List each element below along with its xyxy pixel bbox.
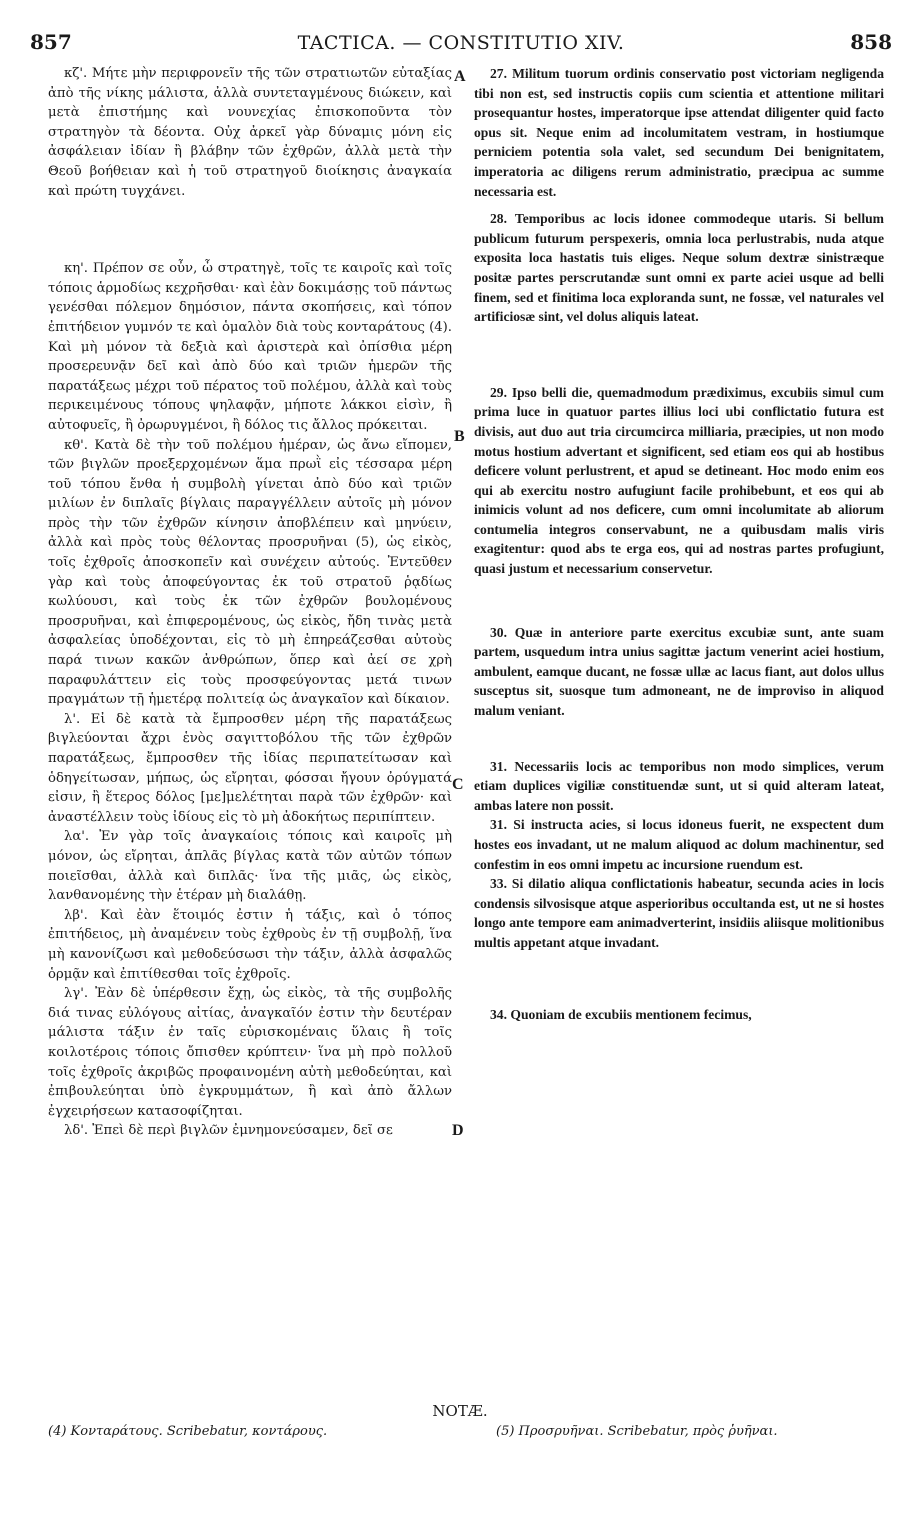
margin-marker-a: A [454,68,466,85]
footnote-5: (5) Προσρυῆναι. Scribebatur, πρὸς ῥυῆναι. [496,1424,778,1439]
running-title: TACTICA. — CONSTITUTIO XIV. [297,32,625,54]
greek-paragraph-27: κζ'. Μήτε μὴν περιφρονεῖν τῆς τῶν στρατιωτῶν εὐταξίας ἀπὸ τῆς νίκης μάλιστα, ἀλλὰ συντεταγμένους διώκειν, καὶ μετὰ ἐπιστήμης καὶ νουνεχίας ἐπισκοποῦντα τὸν στρατηγὸν τὰ δέοντα. Οὐχ ἀρκεῖ γὰρ δύναμις μόνη εἰς ἀσφάλειαν ἰδίαν ἢ βλάβην τῶν ἐχθρῶν, ἀλλὰ μετὰ τὴν Θεοῦ βοήθειαν καὶ ἡ τοῦ στρατηγοῦ διοίκησις ἀναγκαία καὶ πρώτη τυγχάνει. [48,66,452,199]
latin-paragraph-28: 28. Temporibus ac locis idonee commodeque utaris. Si bellum publicum futurum perspexeris, omnia loca perlustrabis, nuda atque exposita loca hastatis tuis eliges. Neque solum dextræ sinistræque positæ partes perscrutandæ sunt omni ex parte aciei usque ad belli finem, sed et finitima loca exploranda sunt, ne fossæ, vel naturales vel artificiosæ sint, vel dolus aliquis lateat. [474,211,884,325]
latin-paragraph-30: 30. Quæ in anteriore parte exercitus excubiæ sunt, ante suam partem, usquedum intra unius sagittæ jactum venerint aciei hostium, ambulent, eamque ducant, ne fossæ ullæ ac lacus fiant, aut dolos ullus susceptus sit, suosque tum admoneant, ne de improviso in aliquod malum veniant. [474,624,884,719]
greek-paragraph-29: κθ'. Κατὰ δὲ τὴν τοῦ πολέμου ἡμέραν, ὡς ἄνω εἴπομεν, τῶν βιγλῶν προεξερχομένων ἅμα πρωῒ εἰς τέσσαρα μέρη τοῦ τόπου ἔνθα ἡ συμβολὴ γίνεται ἀπὸ δύο καὶ τριῶν μιλίων ἐν διπλαῖς βίγλαις παραγγέλλειν αὐτοῖς μὴ μόνον πρὸς τὴν τῶν ἐχθρῶν κίνησιν ἀποβλέπειν καὶ μηνύειν, ἀλλὰ καὶ πρὸς τοὺς θέλοντας προσρυῆναι (5), ὡς εἰκὸς, τοῖς ἐχθροῖς ἀποσκοπεῖν καὶ συνέχειν αὐτούς. Ἐντεῦθεν γὰρ καὶ τοὺς ἀποφεύγοντας ἐκ τοῦ στρατοῦ ῥᾳδίως κωλύουσι, καὶ τοὺς ἐκ τῶν ἐχθρῶν βουλομένους προσρυῆναι, καὶ ἐπιφερομένους, ὡς εἰκὸς, ἤδη τινὰς μετὰ ἀσφαλείας ὑποδέχονται, εἰς τὸ μὴ ἐπηρεάζεσθαι αὐτοὺς παρά τινων κακῶν ἀνθρώπων, ὅπερ καὶ ἀεί σε χρὴ παραφυλάττειν εἰς τοὺς προσφεύγοντας μετά τινων πραγμάτων τῇ ἡμετέρᾳ πολιτείᾳ ὡς ἀναγκαῖον καὶ δίκαιον. [48,437,452,708]
latin-paragraph-31a: 31. Necessariis locis ac temporibus non modo simplices, verum etiam duplices vigiliæ constituendæ sunt, ut si quid alteram lateat, ambas latere non possit. [474,758,884,813]
page-number-right: 858 [850,30,892,54]
footnote-4: (4) Κονταράτους. Scribebatur, κοντάρους. [48,1424,328,1439]
latin-paragraph-34: 34. Quoniam de excubiis mentionem fecimus, [490,1006,752,1022]
notes-heading: NOTÆ. [432,1402,488,1420]
greek-paragraph-32: λβ'. Καὶ ἐὰν ἕτοιμός ἐστιν ἡ τάξις, καὶ ὁ τόπος ἐπιτήδειος, μὴ ἀναμένειν τοὺς ἐχθροὺς ἐν τῇ συμβολῇ, ἵνα μὴ κανονίζωσι καὶ μεθοδεύσωσι τὴν τάξιν, ἀλλὰ ἀσφαλῶς ὁρμᾷν καὶ ἐπιτίθεσθαι τοῖς ἐχθροῖς. [48,907,452,982]
greek-column [48,64,452,1141]
margin-marker-d: D [452,1122,464,1139]
latin-column [474,64,884,1024]
latin-paragraph-29: 29. Ipso belli die, quemadmodum prædiximus, excubiis simul cum prima luce in quatuor partes illius loci ubi conflictatio futura est divisis, aut duo aut tria circumcirca milliaria, præcipies, ut non modo motus hostium advertant et significent, sed etiam eos qui ab hostibus deficere volunt perlustrent, et apud se detineant. Hoc modo enim eos qui ab exercitu nostro aufugiunt facile prohibebunt, et eos qui ab inimicis volunt ad nos deficere, cum omni incolumitate ab aliorum contumelia integros conservabunt, ne a quibusdam malis viris exagitentur: quod abs te erga eos, qui ad nostras partes profugiunt, quasi justum et necessarium conservetur. [474,384,884,577]
greek-paragraph-31: λα'. Ἐν γὰρ τοῖς ἀναγκαίοις τόποις καὶ καιροῖς μὴ μόνον, ὡς εἴρηται, ἁπλᾶς βίγλας κατὰ τῶν αὐτῶν τόπων ποιεῖσθαι, ἀλλὰ καὶ διπλᾶς· ἵνα τῆς μιᾶς, ὡς εἰκὸς, λανθανομένης τὴν ἑτέραν μὴ διαλάθῃ. [48,829,452,904]
page-header [30,30,892,58]
latin-paragraph-27: 27. Militum tuorum ordinis conservatio post victoriam negligenda tibi non est, sed instructis copiis cum scientia et attentione militari prosequantur hostes, imperatorque ipse attendat diligenter quid facto opus sit. Neque enim ad incolumitatem vestram, in hostiumque perniciem potentia sola valet, sed secundum Dei benignitatem, imperatoria ac diligens rerum administratio, præcipua ac summe necessaria est. [474,66,884,199]
greek-paragraph-28: κη'. Πρέπον σε οὖν, ὦ στρατηγὲ, τοῖς τε καιροῖς καὶ τοῖς τόποις ἁρμοδίως κεχρῆσθαι· καὶ ἐὰν δοκιμάσῃς τοῦ πάντως γενέσθαι πόλεμον δημόσιον, πάντα σκοπήσεις, καὶ τόπον ἐπιτήδειον γυμνόν τε καὶ ὁμαλὸν διὰ τοὺς κονταράτους (4). Καὶ μὴ μόνον τὰ δεξιὰ καὶ ἀριστερὰ καὶ ὀπίσθια μέρη προσερευνᾷν δεῖ καὶ ἀπὸ δύο καὶ τριῶν ἡμερῶν τῆς παρατάξεως μέχρι τοῦ πέρατος τοῦ πολέμου, ἀλλὰ καὶ τοὺς περικειμένους τόπους ψηλαφᾷν, μήποτε λάκκοι εἰσὶν, ἢ αὐτοφυεῖς, ἢ ὀρωρυγμένοι, ἢ δόλος τις ἄλλος πρόκειται. [48,261,452,433]
margin-marker-c: C [452,776,464,793]
greek-paragraph-33: λγ'. Ἐὰν δὲ ὑπέρθεσιν ἔχῃ, ὡς εἰκὸς, τὰ τῆς συμβολῆς διά τινας εὐλόγους αἰτίας, ἀναγκαῖόν ἐστιν τὴν δευτέραν μάλιστα τάξιν ἐν ταῖς εὑρισκομέναις ὕλαις ἢ τοῖς κοιλοτέροις τόποις ὄπισθεν κρύπτειν· ἵνα μὴ πρὸ πολλοῦ τοῖς ἐχθροῖς ἀκριβῶς προφαινομένη αὐτὴ μεθοδεύηται, καὶ ἐπιβουλεύηται ὑπὸ ἐγκρυμμάτων, ἢ καὶ ἀπὸ ἄλλων ἐγχειρήσεων κατασοφίζηται. [48,986,452,1119]
margin-marker-b: B [454,428,465,445]
greek-paragraph-34: λδ'. Ἐπεὶ δὲ περὶ βιγλῶν ἐμνημονεύσαμεν, δεῖ σε [64,1123,393,1139]
greek-paragraph-30: λ'. Εἰ δὲ κατὰ τὰ ἔμπροσθεν μέρη τῆς παρατάξεως βιγλεύονται ἄχρι ἑνὸς σαγιττοβόλου τῆς τῶν ἐχθρῶν παρατάξεως, ἔμπροσθεν τῆς ἰδίας περιπατείτωσαν καὶ ὁδηγείτωσαν, μήπως, ὡς εἴρηται, φόσσαι ἤγουν ὀρύγματά εἰσιν, ἢ ἕτερος δόλος [με]μελέτηται παρὰ τῶν ἐχθρῶν· καὶ ἀναστέλλειν τοὺς ἰδίους εἰς τὸ μὴ ἀδοκήτως περιπίπτειν. [48,711,452,825]
latin-paragraph-33: 33. Si dilatio aliqua conflictationis habeatur, secunda acies in locis condensis silvosisque atque asperioribus occultanda est, ut ne si hostes longo ante tempore eam animadverterint, insidiis aliisque molitionibus multis appetant atque invadant. [474,876,884,950]
latin-paragraph-31b: 31. Si instructa acies, si locus idoneus fuerit, ne exspectent dum hostes eos invadant, ut ne malum aliquod ac dolum machinentur, sed confestim in eos omni impetu ac incursione ruendum est. [474,817,884,872]
page-number-left: 857 [30,30,72,54]
